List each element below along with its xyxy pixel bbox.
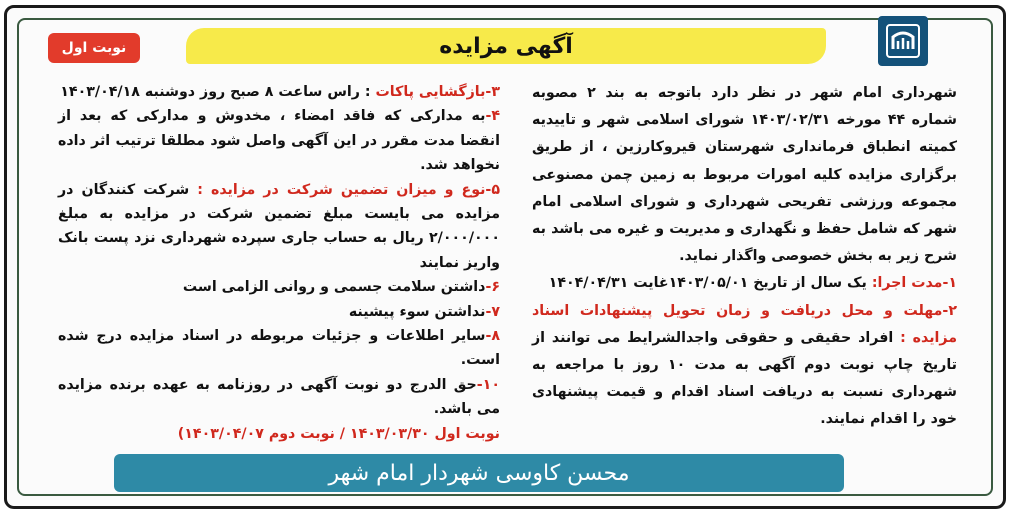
item-3-label: ۳-بازگشایی پاکات — [375, 84, 500, 100]
municipality-logo-icon — [878, 16, 928, 66]
logo-emblem — [883, 21, 923, 61]
item-5-text: شرکت کنندگان در مزایده می بایست مبلغ تضمین شرکت در مزایده به مبلغ ۲/۰۰۰/۰۰۰ ریال به حساب جاری سپرده شهرداری نزد پست بانک واریز نمایند — [58, 181, 500, 271]
item-1 — [532, 270, 957, 297]
issue-badge-label: نوبت اول — [61, 40, 127, 56]
page-title: آگهی مزایده — [439, 33, 573, 59]
item-6-text: داشتن سلامت جسمی و روانی الزامی است — [182, 279, 486, 296]
item-8 — [58, 324, 500, 373]
item-1-label: ۱-مدت اجرا: — [871, 275, 957, 292]
item-7-text: نداشتن سوء پیشینه — [348, 303, 486, 320]
right-column — [532, 80, 957, 434]
item-3 — [58, 80, 500, 104]
item-5 — [58, 178, 500, 276]
item-2 — [532, 298, 957, 434]
title-bar — [186, 28, 826, 64]
item-10-text: حق الدرج دو نوبت آگهی در روزنامه به عهده برنده مزایده می باشد. — [58, 376, 500, 418]
intro-paragraph: شهرداری امام شهر در نظر دارد باتوجه به بند ۲ مصوبه شماره ۴۴ مورخه ۱۴۰۳/۰۲/۳۱ شورای اسلامی شهر و تاییدیه کمیته انطباق فرمانداری شهرستان قیروکارزین ، از طریق برگزاری مزایده کلیه امورات مربوط به زمین چمن مصنوعی مجموعه ورزشی تفریحی شهرداری و شورای اسلامی امام شهر که شامل حفظ و نگهداری و مدیریت و غیره می باشد به شرح زیر به بخش خصوصی واگذار نماید. — [532, 85, 957, 265]
item-2-text: افراد حقیقی و حقوقی واجدالشرایط می توانند از تاریخ چاپ نوبت دوم آگهی به مدت ۱۰ روز با مراجعه به شهرداری نسبت به دریافت اسناد اقدام و قیمت پیشنهادی خود را اقدام نمایند. — [532, 329, 958, 428]
item-6-label: ۶- — [485, 279, 500, 296]
item-1-text: یک سال از تاریخ ۱۴۰۳/۰۵/۰۱غایت ۱۴۰۴/۰۴/۳۱ — [548, 275, 872, 292]
item-6 — [58, 275, 500, 299]
item-4-text: به مدارکی که فاقد امضاء ، مخدوش و مدارکی که بعد از انقضا مدت مقرر در این آگهی واصل شود مطلقا ترتیب اثر داده نخواهد شد. — [58, 108, 500, 174]
issue-badge — [48, 33, 140, 63]
item-8-label: ۸- — [485, 328, 500, 345]
item-4 — [58, 104, 500, 177]
item-10-label: ۱۰- — [476, 376, 500, 393]
item-3-text: : راس ساعت ۸ صبح روز دوشنبه ۱۴۰۳/۰۴/۱۸ — [60, 84, 376, 100]
item-2-label: ۲-مهلت و محل دریافت و زمان تحویل پیشنهادات اسناد مزایده : — [532, 302, 957, 346]
item-8-text: سایر اطلاعات و جزئیات مربوطه در اسناد مزایده درج شده است. — [58, 328, 500, 369]
signature-bar — [114, 454, 844, 492]
left-column — [58, 80, 500, 446]
item-5-label: ۵-نوع و میزان تضمین شرکت در مزایده : — [197, 181, 500, 198]
item-4-label: ۴- — [485, 108, 500, 125]
publication-dates: نوبت اول ۱۴۰۳/۰۳/۳۰ / نوبت دوم ۱۴۰۳/۰۴/۰۷) — [177, 425, 500, 442]
item-10 — [58, 373, 500, 422]
item-7 — [58, 300, 500, 324]
item-7-label: ۷- — [485, 303, 500, 320]
mayor-signature: محسن کاوسی شهردار امام شهر — [328, 460, 630, 486]
